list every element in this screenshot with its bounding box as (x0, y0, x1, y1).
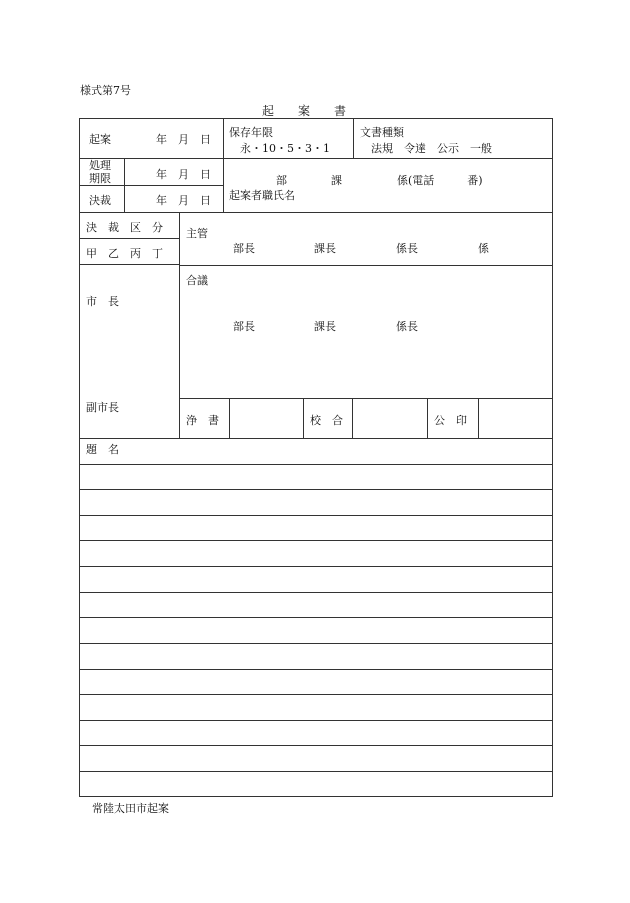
supervisor-dept-head: 部長 (233, 242, 255, 255)
consultation-unit-head: 係長 (396, 320, 418, 333)
drafter-label: 起案者職氏名 (229, 189, 295, 202)
supervisor-label: 主管 (186, 227, 208, 240)
deadline-date: 年 月 日 (156, 168, 211, 181)
mayor-label: 市 長 (86, 295, 119, 308)
deadline-label: 処理 期限 (89, 159, 111, 185)
form-number: 様式第7号 (80, 84, 131, 97)
doc-type-values: 法規 令達 公示 一般 (371, 142, 492, 155)
document-title: 起 案 書 (262, 104, 347, 118)
decided-label: 決裁 (89, 194, 111, 207)
vice-mayor-label: 副市長 (86, 401, 119, 414)
department-line: 部 課 係(電話 番) (276, 174, 483, 187)
decision-category-options: 甲 乙 丙 丁 (86, 247, 163, 260)
subject-label: 題 名 (86, 443, 119, 456)
supervisor-unit-head: 係長 (396, 242, 418, 255)
footer-text: 常陸太田市起案 (92, 802, 169, 815)
consultation-label: 合議 (186, 274, 208, 287)
decided-date: 年 月 日 (156, 194, 211, 207)
drafted-label: 起案 (89, 133, 111, 146)
consultation-dept-head: 部長 (233, 320, 255, 333)
supervisor-section-head: 課長 (314, 242, 336, 255)
clean-copy-label: 浄 書 (186, 414, 219, 427)
proofread-label: 校 合 (310, 414, 343, 427)
decision-category-label: 決 裁 区 分 (86, 221, 163, 234)
doc-type-label: 文書種類 (360, 126, 404, 139)
retention-values: 永・10・5・3・1 (240, 142, 330, 155)
drafted-date: 年 月 日 (156, 133, 211, 146)
retention-label: 保存年限 (229, 126, 273, 139)
supervisor-staff: 係 (478, 242, 489, 255)
seal-label: 公 印 (434, 414, 467, 427)
consultation-section-head: 課長 (314, 320, 336, 333)
